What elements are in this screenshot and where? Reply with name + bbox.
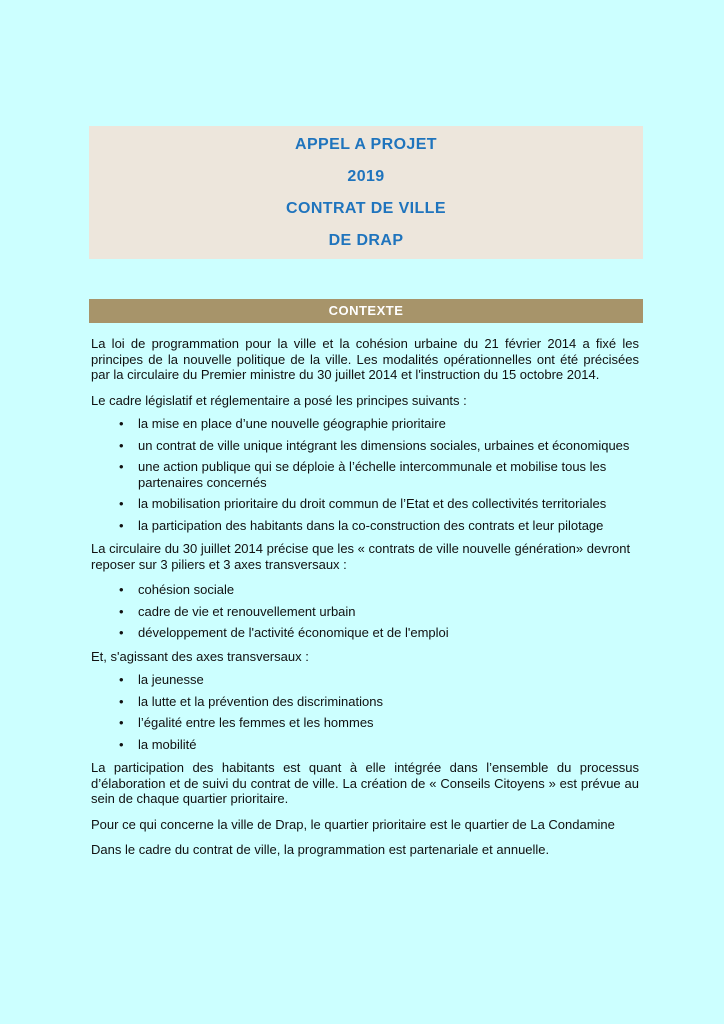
document-body	[91, 336, 639, 868]
list-item: • la participation des habitants dans la co-construction des contrats et leur pilotage	[91, 518, 639, 534]
list-item: • une action publique qui se déploie à l’échelle intercommunale et mobilise tous les partenaires concernés	[91, 459, 639, 490]
list-item: • cadre de vie et renouvellement urbain	[91, 604, 639, 620]
title-box	[89, 126, 643, 259]
axes-intro: Et, s'agissant des axes transversaux :	[91, 648, 309, 664]
title-line: CONTRAT DE VILLE	[286, 199, 446, 217]
participation-paragraph: La participation des habitants est quant à elle intégrée dans l’ensemble du processus d’élaboration et de suivi du contrat de ville. La création de « Conseils Citoyens » est prévue au sein de chaque quartier prioritaire.	[91, 760, 639, 806]
drap-paragraph: Pour ce qui concerne la ville de Drap, le quartier prioritaire est le quartier de La Condamine	[91, 816, 615, 832]
title-year: 2019	[347, 167, 385, 185]
list-item: • la lutte et la prévention des discriminations	[91, 694, 639, 710]
axes-list	[91, 672, 639, 752]
list-item: • développement de l'activité économique et de l'emploi	[91, 625, 639, 641]
list-item: • la mobilité	[91, 737, 639, 753]
list-item: • cohésion sociale	[91, 582, 639, 598]
section-heading: CONTEXTE	[89, 299, 643, 323]
title-line: DE DRAP	[328, 231, 404, 249]
programmation-paragraph: Dans le cadre du contrat de ville, la programmation est partenariale et annuelle.	[91, 842, 550, 857]
principles-intro: Le cadre législatif et réglementaire a posé les principes suivants :	[91, 392, 467, 408]
list-item: • un contrat de ville unique intégrant les dimensions sociales, urbaines et économiques	[91, 438, 639, 454]
list-item: • la mobilisation prioritaire du droit commun de l’Etat et des collectivités territoriales	[91, 496, 639, 512]
intro-paragraph: La loi de programmation pour la ville et la cohésion urbaine du 21 février 2014 a fixé les principes de la nouvelle politique de la ville. Les modalités opérationnelles ont été précisées par la circulaire du Premier ministre du 30 juillet 2014 et l'instruction du 15 octobre 2014.	[91, 336, 639, 382]
piliers-list	[91, 582, 639, 641]
list-item: • la mise en place d’une nouvelle géographie prioritaire	[91, 416, 639, 432]
list-item: • la jeunesse	[91, 672, 639, 688]
list-item: • l’égalité entre les femmes et les hommes	[91, 715, 639, 731]
title-line: APPEL A PROJET	[295, 135, 437, 153]
principles-list	[91, 416, 639, 533]
circulaire-paragraph: La circulaire du 30 juillet 2014 précise que les « contrats de ville nouvelle génération» devront reposer sur 3 piliers et 3 axes transversaux :	[91, 541, 631, 572]
